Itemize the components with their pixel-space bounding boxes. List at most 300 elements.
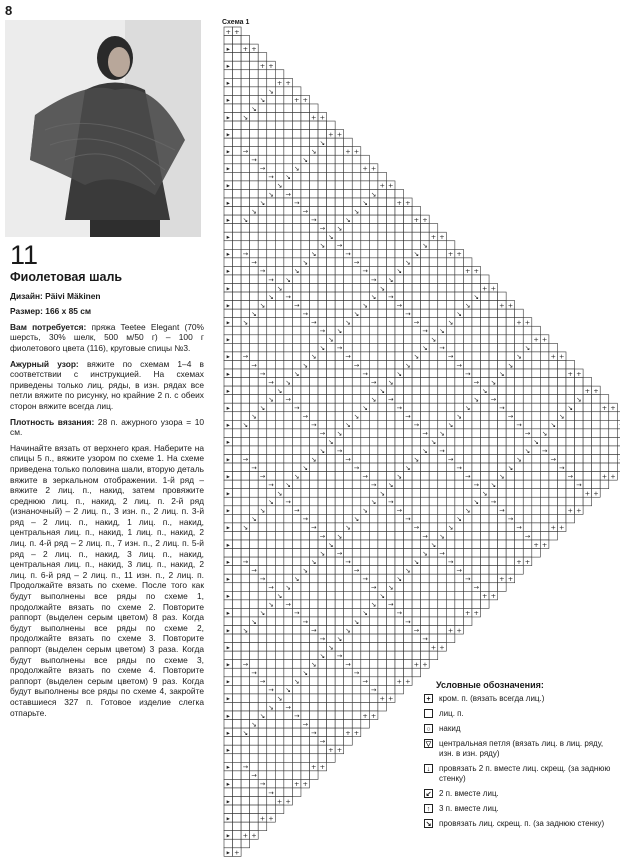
- legend-item-k2tog: ↙ 2 п. вместе лиц.: [425, 789, 499, 798]
- svg-text:▸: ▸: [226, 540, 230, 549]
- svg-text:↘: ↘: [276, 386, 283, 395]
- svg-text:↘: ↘: [345, 318, 351, 327]
- svg-text:+: +: [524, 557, 531, 566]
- svg-text:↘: ↘: [328, 643, 334, 652]
- svg-text:→: →: [499, 404, 505, 413]
- svg-text:→: →: [251, 669, 257, 678]
- svg-text:→: →: [362, 575, 368, 584]
- svg-text:↘: ↘: [447, 523, 454, 532]
- svg-text:↘: ↘: [293, 575, 300, 584]
- svg-text:↘: ↘: [507, 361, 514, 370]
- svg-text:↘: ↘: [362, 609, 368, 618]
- svg-text:+: +: [293, 96, 300, 105]
- svg-text:→: →: [336, 344, 343, 353]
- svg-text:▸: ▸: [226, 557, 230, 566]
- svg-text:▸: ▸: [226, 301, 230, 310]
- svg-text:↘: ↘: [242, 318, 249, 327]
- legend: [424, 680, 614, 834]
- pattern-title: Фиолетовая шаль: [10, 270, 123, 284]
- svg-text:→: →: [319, 532, 326, 541]
- svg-text:→: →: [413, 523, 420, 532]
- svg-text:+: +: [490, 284, 497, 293]
- k2tog-icon: ↙: [425, 791, 432, 798]
- svg-text:▸: ▸: [226, 592, 230, 601]
- svg-text:▸: ▸: [226, 728, 230, 737]
- svg-text:↘: ↘: [336, 224, 343, 233]
- legend-item-k2tog-tbl: ↓ провязать 2 п. вместе лиц. скрещ. (за заднюю стенку): [424, 764, 614, 784]
- svg-text:↘: ↘: [370, 498, 377, 507]
- svg-text:+: +: [533, 335, 539, 344]
- svg-text:↘: ↘: [319, 241, 326, 250]
- svg-text:+: +: [311, 763, 317, 772]
- svg-text:▸: ▸: [226, 284, 230, 293]
- svg-text:+: +: [285, 79, 291, 88]
- svg-text:+: +: [422, 660, 428, 669]
- svg-text:▸: ▸: [226, 506, 230, 515]
- svg-text:↘: ↘: [259, 711, 266, 720]
- svg-text:→: →: [345, 250, 351, 259]
- svg-text:→: →: [422, 532, 428, 541]
- svg-text:+: +: [388, 694, 394, 703]
- svg-text:→: →: [293, 609, 300, 618]
- svg-text:↘: ↘: [251, 104, 257, 113]
- svg-text:+: +: [507, 575, 514, 584]
- svg-text:▸: ▸: [226, 215, 230, 224]
- svg-text:+: +: [345, 147, 351, 156]
- svg-text:+: +: [499, 575, 505, 584]
- svg-text:↘: ↘: [370, 600, 377, 609]
- svg-text:▸: ▸: [226, 643, 230, 652]
- svg-text:+: +: [541, 335, 548, 344]
- svg-text:▸: ▸: [226, 96, 230, 105]
- svg-text:→: →: [259, 472, 266, 481]
- svg-text:+: +: [464, 609, 471, 618]
- svg-text:▸: ▸: [226, 352, 230, 361]
- svg-text:▸: ▸: [226, 147, 230, 156]
- svg-text:▸: ▸: [226, 198, 230, 207]
- svg-text:+: +: [422, 215, 428, 224]
- svg-text:↘: ↘: [482, 386, 488, 395]
- svg-text:↘: ↘: [422, 344, 428, 353]
- svg-text:↘: ↘: [413, 455, 420, 464]
- svg-text:▸: ▸: [226, 746, 230, 755]
- lace-paragraph: Ажурный узор: вяжите по схемам 1–4 в соответствии с инструкцией. На схемах приведены только лиц. ряды, в изн. рядах все петли вяжите по рисунку, но крайние 2 п. с обеих сторон вяжите всегда лиц.: [10, 358, 205, 411]
- legend-item-yarn-over: ○ накид: [424, 724, 614, 734]
- svg-text:↘: ↘: [550, 421, 556, 430]
- svg-text:→: →: [319, 224, 326, 233]
- svg-text:↘: ↘: [311, 455, 317, 464]
- svg-text:+: +: [567, 506, 573, 515]
- svg-text:→: →: [285, 703, 291, 712]
- svg-text:+: +: [336, 746, 343, 755]
- svg-text:+: +: [388, 181, 394, 190]
- svg-text:+: +: [285, 797, 291, 806]
- svg-text:→: →: [242, 147, 249, 156]
- svg-text:→: →: [447, 352, 454, 361]
- svg-text:→: →: [447, 455, 454, 464]
- svg-text:↘: ↘: [490, 480, 497, 489]
- svg-text:→: →: [242, 557, 249, 566]
- svg-text:→: →: [311, 626, 317, 635]
- svg-text:+: +: [610, 404, 616, 413]
- svg-text:+: +: [482, 592, 488, 601]
- svg-text:→: →: [439, 344, 445, 353]
- svg-text:→: →: [464, 472, 471, 481]
- svg-text:↘: ↘: [396, 575, 402, 584]
- svg-text:↘: ↘: [379, 386, 385, 395]
- svg-text:↘: ↘: [396, 472, 402, 481]
- svg-text:↘: ↘: [439, 327, 445, 336]
- svg-text:→: →: [370, 583, 377, 592]
- svg-text:↘: ↘: [473, 292, 479, 301]
- svg-text:↘: ↘: [516, 455, 522, 464]
- svg-text:→: →: [311, 421, 317, 430]
- svg-text:→: →: [576, 480, 582, 489]
- legend-item-center: ▽ центральная петля (вязать лиц. в лиц. ряду, изн. в изн. ряду): [425, 739, 604, 758]
- svg-text:→: →: [242, 352, 249, 361]
- svg-text:↘: ↘: [251, 207, 257, 216]
- svg-text:↘: ↘: [328, 438, 334, 447]
- svg-text:+: +: [242, 44, 249, 53]
- legend-item-selvage: + кром. п. (вязать всегда лиц.): [424, 694, 614, 704]
- svg-text:→: →: [396, 609, 402, 618]
- materials-paragraph: Вам потребуется: пряжа Teetee Elegant (70% шерсть, 30% шелк, 500 м/50 г) – 100 г фиолетового цвета (116), круговые спицы №3.: [10, 321, 204, 353]
- svg-text:→: →: [319, 634, 326, 643]
- svg-text:→: →: [507, 515, 514, 524]
- svg-text:→: →: [550, 455, 556, 464]
- svg-text:→: →: [516, 523, 522, 532]
- svg-text:+: +: [499, 301, 505, 310]
- svg-text:+: +: [516, 318, 522, 327]
- svg-text:↘: ↘: [259, 609, 266, 618]
- svg-text:→: →: [370, 378, 377, 387]
- svg-text:+: +: [550, 352, 556, 361]
- svg-text:↘: ↘: [276, 592, 283, 601]
- svg-text:+: +: [541, 540, 548, 549]
- yarn-over-icon: ○: [424, 724, 433, 733]
- svg-text:→: →: [473, 480, 479, 489]
- svg-text:↘: ↘: [430, 540, 437, 549]
- svg-text:→: →: [259, 677, 266, 686]
- svg-text:↘: ↘: [370, 395, 377, 404]
- svg-text:↘: ↘: [259, 506, 266, 515]
- svg-text:→: →: [456, 463, 462, 472]
- svg-text:+: +: [456, 626, 462, 635]
- svg-text:↘: ↘: [302, 463, 308, 472]
- svg-text:→: →: [311, 318, 317, 327]
- svg-text:+: +: [276, 797, 283, 806]
- svg-text:↘: ↘: [268, 600, 274, 609]
- svg-text:→: →: [311, 215, 317, 224]
- svg-text:→: →: [242, 455, 249, 464]
- svg-text:↘: ↘: [293, 472, 300, 481]
- svg-text:→: →: [422, 327, 428, 336]
- svg-text:→: →: [302, 515, 308, 524]
- svg-text:→: →: [285, 600, 291, 609]
- svg-text:→: →: [396, 404, 402, 413]
- svg-text:→: →: [362, 267, 368, 276]
- svg-text:+: +: [430, 643, 437, 652]
- svg-text:↘: ↘: [259, 404, 266, 413]
- svg-text:↘: ↘: [405, 258, 411, 267]
- svg-text:→: →: [336, 549, 343, 558]
- svg-text:↘: ↘: [379, 489, 385, 498]
- svg-text:↘: ↘: [268, 292, 274, 301]
- svg-text:→: →: [311, 728, 317, 737]
- svg-text:→: →: [293, 198, 300, 207]
- svg-text:+: +: [345, 728, 351, 737]
- svg-text:↘: ↘: [464, 506, 471, 515]
- svg-text:↘: ↘: [285, 480, 291, 489]
- svg-text:↘: ↘: [276, 284, 283, 293]
- svg-text:+: +: [601, 472, 608, 481]
- svg-text:↘: ↘: [285, 686, 291, 695]
- svg-text:→: →: [345, 557, 351, 566]
- svg-text:→: →: [353, 463, 360, 472]
- svg-text:↘: ↘: [576, 395, 582, 404]
- svg-text:→: →: [302, 412, 308, 421]
- svg-text:↘: ↘: [302, 566, 308, 575]
- svg-text:+: +: [268, 62, 274, 71]
- svg-text:↘: ↘: [388, 275, 394, 284]
- svg-text:→: →: [370, 275, 377, 284]
- svg-text:→: →: [353, 566, 360, 575]
- svg-text:↘: ↘: [251, 515, 257, 524]
- svg-text:▸: ▸: [226, 848, 230, 857]
- svg-text:▸: ▸: [226, 523, 230, 532]
- svg-text:→: →: [268, 173, 274, 182]
- svg-text:▸: ▸: [226, 814, 230, 823]
- svg-text:→: →: [464, 369, 471, 378]
- svg-text:↘: ↘: [336, 532, 343, 541]
- svg-text:+: +: [601, 404, 608, 413]
- svg-text:↘: ↘: [285, 378, 291, 387]
- svg-text:+: +: [482, 284, 488, 293]
- svg-text:↘: ↘: [559, 412, 565, 421]
- svg-text:→: →: [447, 557, 454, 566]
- svg-text:→: →: [251, 771, 257, 780]
- svg-text:▸: ▸: [226, 233, 230, 242]
- svg-text:↘: ↘: [259, 301, 266, 310]
- svg-text:▸: ▸: [226, 455, 230, 464]
- svg-text:→: →: [388, 395, 394, 404]
- svg-text:▸: ▸: [226, 489, 230, 498]
- svg-text:↘: ↘: [345, 421, 351, 430]
- svg-text:+: +: [396, 198, 402, 207]
- svg-text:↘: ↘: [345, 215, 351, 224]
- svg-text:→: →: [251, 361, 257, 370]
- legend-item-k3tog: ↑ 3 п. вместе лиц.: [424, 804, 614, 814]
- svg-text:↘: ↘: [379, 592, 385, 601]
- svg-text:↘: ↘: [251, 412, 257, 421]
- svg-text:→: →: [405, 617, 411, 626]
- svg-text:↘: ↘: [302, 361, 308, 370]
- svg-text:+: +: [584, 386, 591, 395]
- svg-text:→: →: [456, 361, 462, 370]
- svg-text:↘: ↘: [388, 480, 394, 489]
- legend-item-ktbl: ↘ провязать лиц. скрещ. п. (за заднюю стенку): [425, 819, 605, 828]
- svg-text:+: +: [610, 472, 616, 481]
- svg-text:↘: ↘: [268, 190, 274, 199]
- svg-text:↘: ↘: [541, 429, 548, 438]
- svg-text:→: →: [541, 446, 548, 455]
- svg-text:→: →: [345, 455, 351, 464]
- svg-text:→: →: [259, 267, 266, 276]
- svg-text:+: +: [396, 677, 402, 686]
- svg-text:+: +: [559, 523, 565, 532]
- svg-text:↘: ↘: [242, 523, 249, 532]
- svg-text:▸: ▸: [226, 831, 230, 840]
- svg-text:→: →: [388, 600, 394, 609]
- svg-text:+: +: [439, 233, 445, 242]
- svg-text:→: →: [302, 617, 308, 626]
- svg-text:▸: ▸: [226, 677, 230, 686]
- svg-text:→: →: [293, 301, 300, 310]
- svg-text:→: →: [439, 549, 445, 558]
- svg-text:↘: ↘: [319, 138, 326, 147]
- svg-text:↘: ↘: [345, 523, 351, 532]
- svg-text:▸: ▸: [226, 763, 230, 772]
- svg-text:→: →: [499, 506, 505, 515]
- svg-text:→: →: [251, 156, 257, 165]
- svg-text:▸: ▸: [226, 780, 230, 789]
- svg-text:→: →: [242, 763, 249, 772]
- svg-text:→: →: [353, 258, 360, 267]
- svg-text:+: +: [319, 763, 326, 772]
- svg-text:→: →: [396, 301, 402, 310]
- svg-text:→: →: [353, 361, 360, 370]
- svg-text:+: +: [353, 147, 360, 156]
- svg-text:▸: ▸: [226, 250, 230, 259]
- svg-text:↘: ↘: [413, 352, 420, 361]
- svg-text:→: →: [345, 660, 351, 669]
- svg-text:↘: ↘: [276, 181, 283, 190]
- svg-text:▸: ▸: [226, 660, 230, 669]
- svg-text:→: →: [405, 515, 411, 524]
- svg-text:→: →: [353, 669, 360, 678]
- svg-text:↘: ↘: [251, 617, 257, 626]
- svg-text:↘: ↘: [388, 583, 394, 592]
- svg-text:↘: ↘: [336, 327, 343, 336]
- svg-text:→: →: [524, 429, 531, 438]
- svg-text:↘: ↘: [353, 617, 360, 626]
- svg-text:▸: ▸: [226, 130, 230, 139]
- svg-text:↘: ↘: [242, 113, 249, 122]
- svg-text:▸: ▸: [226, 404, 230, 413]
- svg-text:↘: ↘: [311, 352, 317, 361]
- svg-text:→: →: [388, 498, 394, 507]
- svg-text:→: →: [422, 634, 428, 643]
- svg-text:→: →: [259, 780, 266, 789]
- svg-text:↘: ↘: [242, 626, 249, 635]
- svg-text:+: +: [567, 369, 573, 378]
- svg-text:+: +: [464, 267, 471, 276]
- svg-text:+: +: [593, 489, 599, 498]
- k2tog-tbl-icon: ↓: [424, 764, 433, 773]
- svg-text:+: +: [439, 643, 445, 652]
- svg-text:→: →: [439, 446, 445, 455]
- svg-text:+: +: [473, 609, 479, 618]
- svg-text:↘: ↘: [276, 694, 283, 703]
- svg-text:→: →: [524, 532, 531, 541]
- svg-text:→: →: [413, 626, 420, 635]
- svg-text:↘: ↘: [242, 421, 249, 430]
- svg-text:↘: ↘: [319, 549, 326, 558]
- svg-text:+: +: [447, 626, 454, 635]
- svg-text:↘: ↘: [482, 489, 488, 498]
- svg-text:→: →: [345, 352, 351, 361]
- svg-text:→: →: [567, 472, 573, 481]
- svg-text:↘: ↘: [268, 87, 274, 96]
- svg-text:+: +: [584, 489, 591, 498]
- svg-text:↘: ↘: [422, 446, 428, 455]
- svg-text:↘: ↘: [242, 215, 249, 224]
- svg-text:→: →: [302, 309, 308, 318]
- svg-text:↘: ↘: [524, 344, 531, 353]
- svg-text:▸: ▸: [226, 267, 230, 276]
- svg-text:+: +: [259, 62, 266, 71]
- svg-text:+: +: [336, 130, 343, 139]
- svg-text:↘: ↘: [336, 634, 343, 643]
- svg-text:↘: ↘: [447, 318, 454, 327]
- design-line: Дизайн: Päivi Mäkinen: [10, 290, 101, 301]
- svg-text:▸: ▸: [226, 472, 230, 481]
- svg-text:↘: ↘: [302, 258, 308, 267]
- svg-text:→: →: [507, 412, 514, 421]
- svg-text:↘: ↘: [353, 309, 360, 318]
- svg-text:+: +: [559, 352, 565, 361]
- svg-text:▸: ▸: [226, 711, 230, 720]
- svg-text:↘: ↘: [268, 498, 274, 507]
- svg-text:→: →: [268, 378, 274, 387]
- svg-text:↘: ↘: [293, 677, 300, 686]
- svg-text:+: +: [490, 592, 497, 601]
- svg-text:↘: ↘: [413, 557, 420, 566]
- svg-text:→: →: [413, 421, 420, 430]
- svg-text:→: →: [259, 575, 266, 584]
- svg-text:↘: ↘: [370, 190, 377, 199]
- svg-text:↘: ↘: [439, 429, 445, 438]
- svg-text:↘: ↘: [328, 335, 334, 344]
- svg-text:↘: ↘: [276, 489, 283, 498]
- svg-text:↘: ↘: [473, 498, 479, 507]
- svg-text:↘: ↘: [499, 472, 505, 481]
- svg-text:→: →: [388, 292, 394, 301]
- svg-text:↘: ↘: [456, 309, 462, 318]
- svg-text:↘: ↘: [293, 164, 300, 173]
- svg-text:↘: ↘: [319, 344, 326, 353]
- svg-text:↘: ↘: [251, 309, 257, 318]
- svg-text:+: +: [516, 557, 522, 566]
- svg-text:→: →: [413, 318, 420, 327]
- svg-text:↘: ↘: [285, 583, 291, 592]
- svg-text:→: →: [336, 651, 343, 660]
- svg-text:↘: ↘: [430, 438, 437, 447]
- svg-text:→: →: [293, 404, 300, 413]
- svg-text:→: →: [268, 480, 274, 489]
- svg-text:→: →: [336, 446, 343, 455]
- svg-text:→: →: [285, 292, 291, 301]
- svg-text:▸: ▸: [226, 79, 230, 88]
- svg-text:↘: ↘: [362, 506, 368, 515]
- svg-text:+: +: [353, 728, 360, 737]
- svg-text:↘: ↘: [396, 267, 402, 276]
- svg-text:↘: ↘: [336, 429, 343, 438]
- svg-text:+: +: [370, 711, 377, 720]
- svg-text:↘: ↘: [422, 549, 428, 558]
- svg-text:↘: ↘: [285, 275, 291, 284]
- svg-text:↘: ↘: [345, 626, 351, 635]
